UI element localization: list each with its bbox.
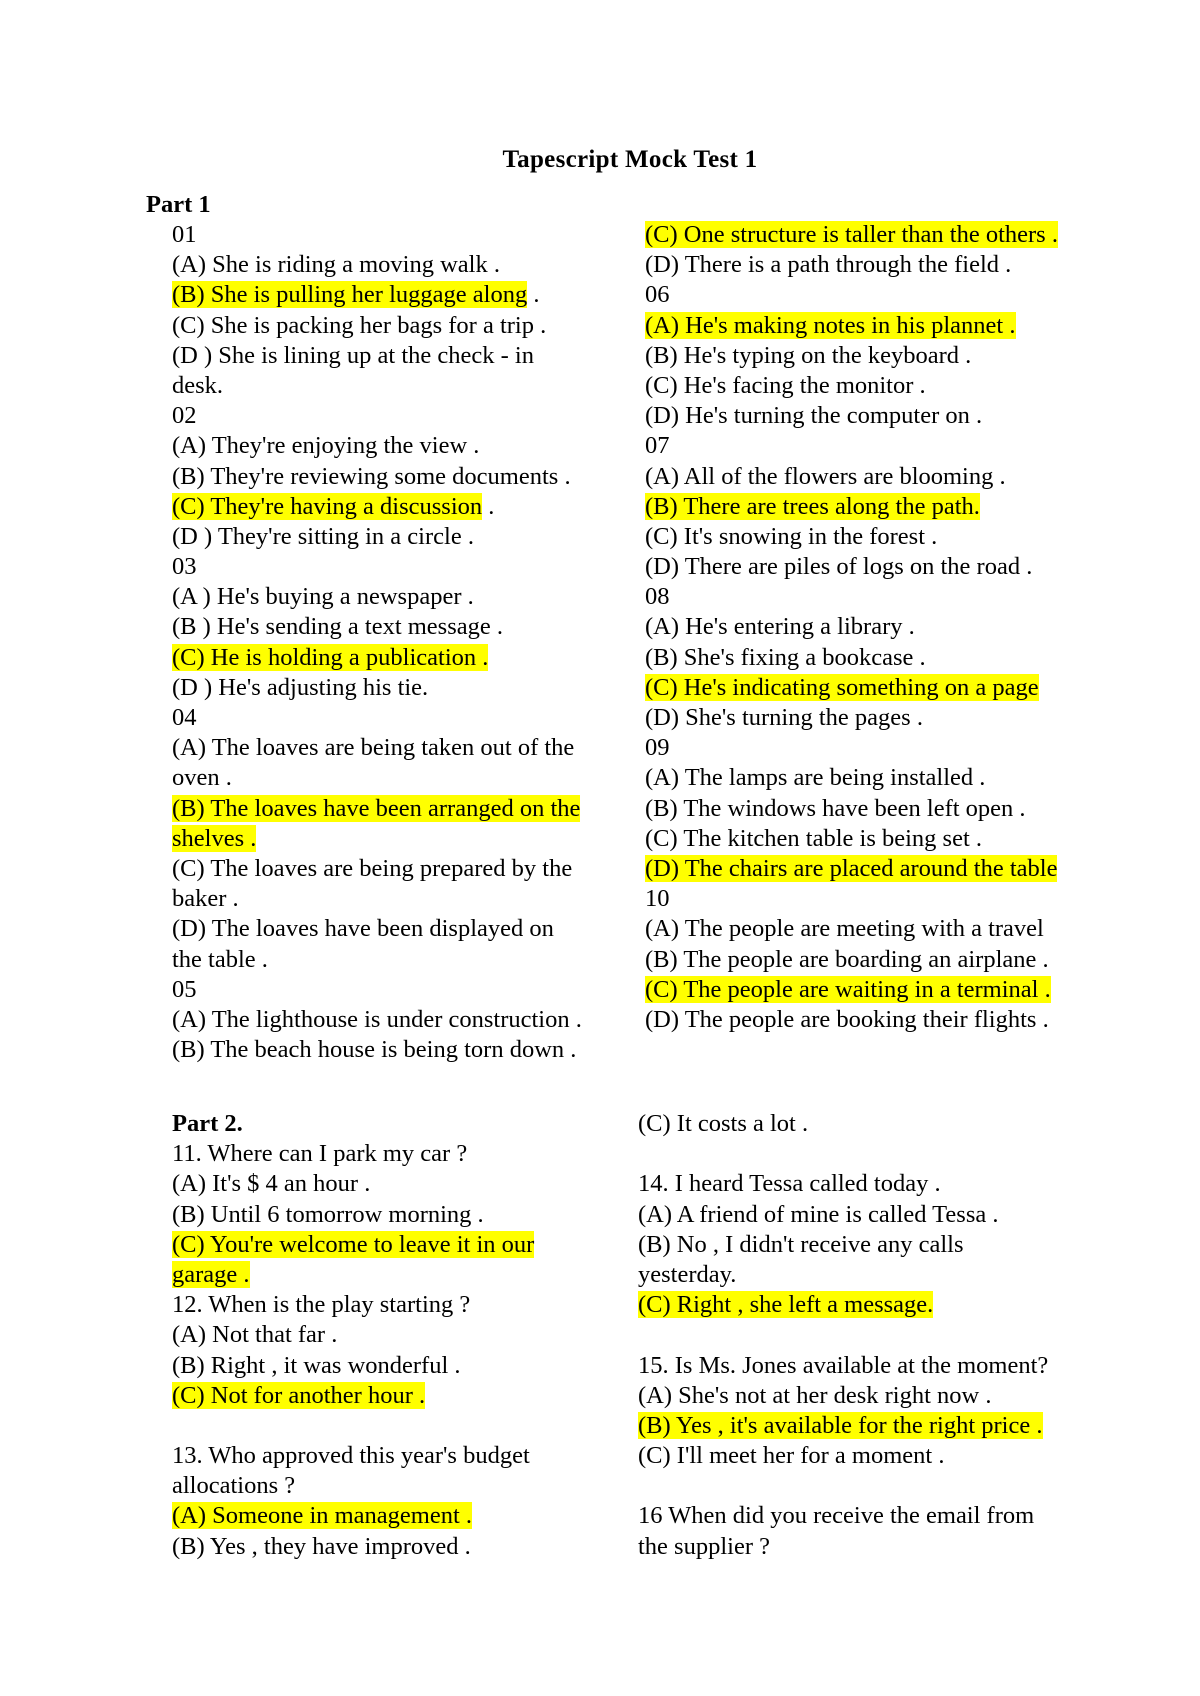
text-line xyxy=(645,552,1105,582)
text-line xyxy=(172,1139,612,1169)
line-text: 02 xyxy=(172,402,197,430)
line-text: (A) All of the flowers are blooming . xyxy=(645,462,1006,490)
text-line xyxy=(638,1290,1098,1320)
text-line xyxy=(172,1230,612,1260)
text-line xyxy=(645,794,1105,824)
line-text: 09 xyxy=(645,734,670,762)
text-line xyxy=(172,1381,612,1411)
line-text: (D) The people are booking their flights . xyxy=(645,1005,1049,1033)
text-line xyxy=(645,673,1105,703)
line-text: (D) There are piles of logs on the road . xyxy=(645,553,1033,581)
line-text: 04 xyxy=(172,704,197,731)
line-text: 01 xyxy=(172,221,197,248)
text-line xyxy=(172,1532,612,1562)
text-line xyxy=(172,1260,612,1290)
line-text: (D ) She is lining up at the check - in xyxy=(172,341,534,369)
text-line xyxy=(638,1200,1098,1230)
line-text: (D ) They're sitting in a circle . xyxy=(172,522,474,550)
text-line xyxy=(172,1200,612,1230)
line-text: (A) She's not at her desk right now . xyxy=(638,1381,992,1409)
blank-line xyxy=(638,1471,1098,1501)
line-text: (B) The people are boarding an airplane . xyxy=(645,945,1049,973)
line-text: yesterday. xyxy=(638,1260,737,1288)
text-line xyxy=(172,824,632,854)
line-text: (B) The beach house is being torn down . xyxy=(172,1036,577,1064)
line-text: (C) She is packing her bags for a trip . xyxy=(172,311,547,339)
text-line xyxy=(638,1169,1098,1199)
part2-left-column xyxy=(172,1109,612,1562)
line-text: (A) It's $ 4 an hour . xyxy=(172,1170,371,1198)
line-text: (B) They're reviewing some documents . xyxy=(172,462,571,490)
line-text: desk. xyxy=(172,371,224,399)
line-text: (C) I'll meet her for a moment . xyxy=(638,1442,945,1470)
line-text: (B) Right , it was wonderful . xyxy=(172,1351,461,1379)
part1-right-column xyxy=(645,220,1105,1035)
text-line xyxy=(172,492,632,522)
highlighted-answer: garage . xyxy=(172,1260,250,1288)
text-line xyxy=(172,975,632,1005)
text-line xyxy=(645,763,1105,793)
text-line xyxy=(172,582,632,612)
line-text: (C) He's facing the monitor . xyxy=(645,371,926,399)
line-text: 16 When did you receive the email from xyxy=(638,1502,1035,1530)
highlighted-answer: (C) He is holding a publication . xyxy=(172,643,489,671)
line-text: (A) She is riding a moving walk . xyxy=(172,251,500,279)
text-line xyxy=(172,552,632,582)
text-line xyxy=(645,884,1105,914)
text-line xyxy=(172,311,632,341)
text-line xyxy=(645,975,1105,1005)
line-text: Part 2. xyxy=(172,1110,243,1137)
line-tail: . xyxy=(527,281,540,309)
line-text: (C) The kitchen table is being set . xyxy=(645,824,983,852)
text-line xyxy=(638,1441,1098,1471)
text-line xyxy=(172,1290,612,1320)
part2-right-column xyxy=(638,1109,1098,1562)
blank-line xyxy=(172,1411,612,1441)
line-text: 07 xyxy=(645,432,670,460)
line-text: 06 xyxy=(645,281,670,309)
text-line xyxy=(638,1351,1098,1381)
line-text: 03 xyxy=(172,553,197,581)
line-text: (D) The loaves have been displayed on xyxy=(172,915,554,943)
highlighted-answer: (C) Right , she left a message. xyxy=(638,1291,934,1319)
highlighted-answer: (A) Someone in management . xyxy=(172,1502,473,1530)
text-line xyxy=(172,914,632,944)
text-line xyxy=(172,763,632,793)
text-line xyxy=(645,945,1105,975)
text-line xyxy=(172,522,632,552)
text-line xyxy=(645,280,1105,310)
text-line xyxy=(645,914,1105,944)
text-line xyxy=(645,431,1105,461)
highlighted-answer: (C) They're having a discussion xyxy=(172,492,483,520)
text-line xyxy=(645,220,1105,250)
text-line xyxy=(172,431,632,461)
line-text: (B) He's typing on the keyboard . xyxy=(645,341,972,369)
line-text: 08 xyxy=(645,583,670,611)
text-line xyxy=(645,462,1105,492)
line-text: 15. Is Ms. Jones available at the moment? xyxy=(638,1351,1049,1379)
line-text: (D ) He's adjusting his tie. xyxy=(172,673,429,701)
text-line xyxy=(638,1109,1098,1139)
highlighted-answer: (D) The chairs are placed around the table xyxy=(645,854,1058,882)
text-line xyxy=(645,643,1105,673)
text-line xyxy=(638,1501,1098,1531)
line-text: (B) She's fixing a bookcase . xyxy=(645,643,926,671)
line-text: allocations ? xyxy=(172,1472,296,1500)
text-line xyxy=(645,311,1105,341)
text-line xyxy=(172,1169,612,1199)
part1-heading-block xyxy=(146,190,211,220)
text-line xyxy=(645,854,1105,884)
text-line xyxy=(172,401,632,431)
text-line xyxy=(172,1109,612,1139)
line-text: (D) There is a path through the field . xyxy=(645,251,1012,279)
line-text: (A ) He's buying a newspaper . xyxy=(172,583,474,611)
text-line xyxy=(172,1035,632,1065)
text-line xyxy=(645,582,1105,612)
highlighted-answer: (C) One structure is taller than the others . xyxy=(645,221,1058,248)
text-line xyxy=(172,794,632,824)
text-line xyxy=(172,703,632,733)
line-text: (B) Until 6 tomorrow morning . xyxy=(172,1200,484,1228)
text-line xyxy=(172,643,632,673)
line-text: (B) The windows have been left open . xyxy=(645,794,1026,822)
line-text: baker . xyxy=(172,885,239,913)
highlighted-answer: (B) There are trees along the path. xyxy=(645,492,980,520)
text-line xyxy=(645,250,1105,280)
text-line xyxy=(638,1532,1098,1562)
line-text: (B) Yes , they have improved . xyxy=(172,1532,471,1560)
text-line xyxy=(645,1005,1105,1035)
text-line xyxy=(645,341,1105,371)
text-line xyxy=(172,673,632,703)
text-line xyxy=(172,1351,612,1381)
text-line xyxy=(172,1471,612,1501)
blank-line xyxy=(638,1139,1098,1169)
line-text: (C) It's snowing in the forest . xyxy=(645,522,938,550)
line-text: (A) They're enjoying the view . xyxy=(172,432,480,460)
text-line xyxy=(172,1005,632,1035)
highlighted-answer: (B) The loaves have been arranged on the xyxy=(172,794,581,822)
text-line xyxy=(172,371,632,401)
text-line xyxy=(172,1441,612,1471)
line-text: (A) A friend of mine is called Tessa . xyxy=(638,1200,999,1228)
text-line xyxy=(172,250,632,280)
line-text: (A) He's entering a library . xyxy=(645,613,915,641)
text-line xyxy=(172,341,632,371)
line-text: (B ) He's sending a text message . xyxy=(172,613,504,641)
part1-left-column xyxy=(172,220,632,1065)
text-line xyxy=(645,703,1105,733)
text-line xyxy=(172,612,632,642)
highlighted-answer: (C) The people are waiting in a terminal . xyxy=(645,975,1051,1003)
line-text: (A) Not that far . xyxy=(172,1321,338,1349)
text-line xyxy=(645,733,1105,763)
text-line xyxy=(172,733,632,763)
line-text: the supplier ? xyxy=(638,1532,770,1560)
line-text: oven . xyxy=(172,764,232,792)
text-line xyxy=(645,522,1105,552)
text-line xyxy=(172,220,632,250)
line-text: (A) The lighthouse is under construction . xyxy=(172,1005,582,1033)
highlighted-answer: (B) Yes , it's available for the right price . xyxy=(638,1411,1043,1439)
line-text: the table . xyxy=(172,945,268,973)
line-text: (D) She's turning the pages . xyxy=(645,704,923,731)
highlighted-answer: (C) Not for another hour . xyxy=(172,1381,426,1409)
text-line xyxy=(645,612,1105,642)
text-line xyxy=(645,401,1105,431)
text-line xyxy=(172,462,632,492)
text-line xyxy=(638,1230,1098,1260)
line-text: (C) The loaves are being prepared by the xyxy=(172,854,573,882)
line-text: (A) The loaves are being taken out of the xyxy=(172,734,575,762)
line-tail: . xyxy=(482,492,495,520)
text-line xyxy=(638,1411,1098,1441)
highlighted-answer: (B) She is pulling her luggage along xyxy=(172,281,528,309)
highlighted-answer: (C) He's indicating something on a page xyxy=(645,673,1039,701)
text-line xyxy=(172,884,632,914)
text-line xyxy=(645,492,1105,522)
text-line xyxy=(645,371,1105,401)
text-line xyxy=(172,1501,612,1531)
highlighted-answer: (C) You're welcome to leave it in our xyxy=(172,1230,535,1258)
text-line xyxy=(645,824,1105,854)
text-line xyxy=(638,1381,1098,1411)
line-text: 12. When is the play starting ? xyxy=(172,1291,471,1319)
line-text: (A) The lamps are being installed . xyxy=(645,764,986,792)
line-text: 14. I heard Tessa called today . xyxy=(638,1170,941,1198)
line-text: (A) The people are meeting with a travel xyxy=(645,915,1044,943)
text-line xyxy=(172,1320,612,1350)
text-line xyxy=(172,854,632,884)
text-line xyxy=(172,280,632,310)
line-text: (D) He's turning the computer on . xyxy=(645,402,983,430)
highlighted-answer: (A) He's making notes in his plannet . xyxy=(645,311,1016,339)
line-text: 13. Who approved this year's budget xyxy=(172,1442,530,1470)
text-line xyxy=(638,1260,1098,1290)
part1-heading: Part 1 xyxy=(146,191,211,218)
highlighted-answer: shelves . xyxy=(172,824,257,852)
blank-line xyxy=(638,1320,1098,1350)
text-line xyxy=(172,945,632,975)
document-title: Tapescript Mock Test 1 xyxy=(502,146,758,173)
line-text: (B) No , I didn't receive any calls xyxy=(638,1230,964,1258)
line-text: (C) It costs a lot . xyxy=(638,1110,809,1137)
line-text: 10 xyxy=(645,885,670,913)
line-text: 11. Where can I park my car ? xyxy=(172,1140,468,1168)
line-text: 05 xyxy=(172,975,197,1003)
